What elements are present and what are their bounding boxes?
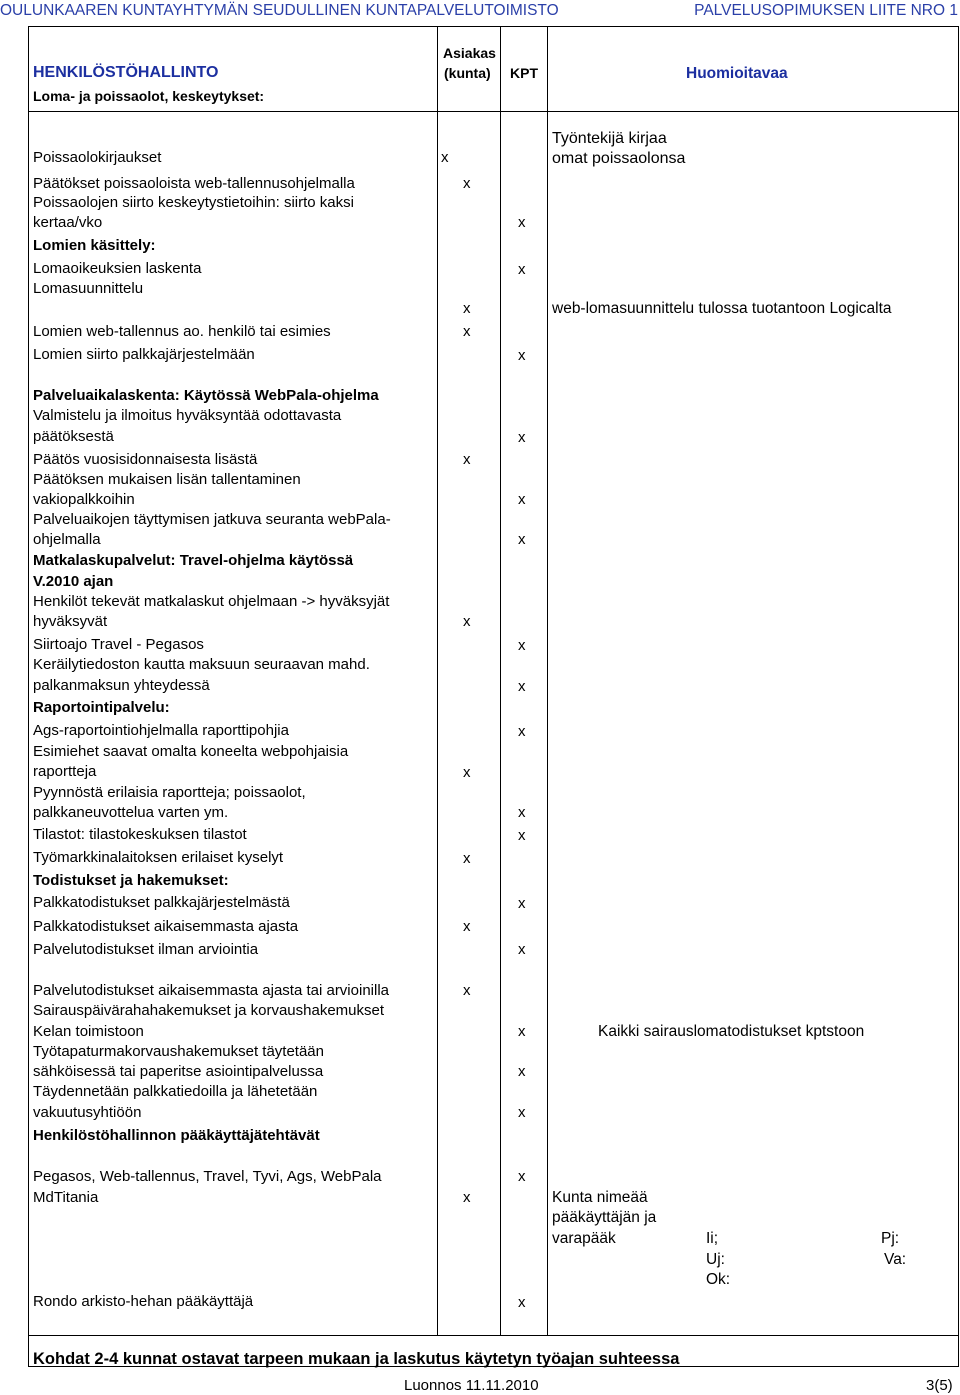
row-lomien-kasittely: Lomien käsittely: <box>33 237 156 254</box>
note-pj: Pj: <box>881 1230 900 1247</box>
mark-kpt: x <box>518 347 526 364</box>
row-palveluaikojen-seuranta: Palveluaikojen täyttymisen jatkuva seuranta webPala- <box>33 511 391 528</box>
row-palvelutodistukset-arviointi: Palvelutodistukset aikaisemmasta ajasta tai arvioinilla <box>33 982 390 999</box>
mark-kpt: x <box>518 827 526 844</box>
note-ii: Ii; <box>706 1230 719 1247</box>
row-matkalaskupalvelut: Matkalaskupalvelut: Travel-ohjelma käytössä <box>33 552 354 569</box>
note-sairauslomatodistukset: Kaikki sairauslomatodistukset kptstoon <box>598 1023 865 1040</box>
col-huomioitavaa: Huomioitavaa <box>686 65 788 82</box>
row-palkkatodistukset-aikaisempi: Palkkatodistukset aikaisemmasta ajasta <box>33 918 299 935</box>
mark-asiakas: x <box>463 918 471 935</box>
frame-right <box>958 26 959 1366</box>
header-left: OULUNKAAREN KUNTAYHTYMÄN SEUDULLINEN KUNTAPALVELUTOIMISTO <box>0 2 559 19</box>
row-tyotapaturma: Työtapaturmakorvaushakemukset täytetään <box>33 1043 324 1060</box>
row-tyomarkkinalaitos: Työmarkkinalaitoksen erilaiset kyselyt <box>33 849 284 866</box>
row-poissaolojen-siirto: Poissaolojen siirto keskeytystietoihin: siirto kaksi <box>33 194 354 211</box>
mark-kpt: x <box>518 723 526 740</box>
row-pyynnosta-raportteja: Pyynnöstä erilaisia raportteja; poissaolot, <box>33 784 306 801</box>
col-kpt: KPT <box>510 65 538 81</box>
note-tyontekija-2: omat poissaolonsa <box>552 150 686 167</box>
row-siirtoajo-travel: Siirtoajo Travel - Pegasos <box>33 636 204 653</box>
row-lomaoikeuksien-laskenta: Lomaoikeuksien laskenta <box>33 260 202 277</box>
row-lisan-tallentaminen-2: vakiopalkkoihin <box>33 491 135 508</box>
table-title: HENKILÖSTÖHALLINTO <box>33 64 219 81</box>
col-divider-1 <box>437 26 438 1336</box>
row-valmistelu: Valmistelu ja ilmoitus hyväksyntää odottavasta <box>33 407 342 424</box>
row-esimiehet-raportit-2: raportteja <box>33 763 97 780</box>
mark-kpt: x <box>518 895 526 912</box>
row-poissaolokirjaukset: Poissaolokirjaukset <box>33 149 162 166</box>
row-tyotapaturma-2: sähköisessä tai paperitse asiointipalvelussa <box>33 1063 324 1080</box>
row-tilastot: Tilastot: tilastokeskuksen tilastot <box>33 826 247 843</box>
note-va: Va: <box>884 1251 907 1268</box>
footer-page: 3(5) <box>926 1377 953 1394</box>
row-lomasuunnittelu: Lomasuunnittelu <box>33 280 144 297</box>
frame-top <box>28 26 959 27</box>
header-right: PALVELUSOPIMUKSEN LIITE NRO 1 <box>694 2 958 19</box>
footer-top-line <box>28 1335 959 1336</box>
row-lisan-tallentaminen: Päätöksen mukaisen lisän tallentaminen <box>33 471 301 488</box>
row-palveluaikojen-seuranta-2: ohjelmalla <box>33 531 101 548</box>
mark-asiakas: x <box>463 982 471 999</box>
row-palvelutodistukset: Palvelutodistukset ilman arviointia <box>33 941 259 958</box>
footer-draft: Luonnos 11.11.2010 <box>404 1377 539 1394</box>
mark-asiakas: x <box>463 300 471 317</box>
row-taydennetaan-2: vakuutusyhtiöön <box>33 1104 142 1121</box>
col-asiakas-sub: (kunta) <box>444 65 491 81</box>
mark-kpt: x <box>518 804 526 821</box>
section-loma: Loma- ja poissaolot, keskeytykset: <box>33 88 265 104</box>
row-taydennetaan: Täydennetään palkkatiedoilla ja lähetetään <box>33 1083 318 1100</box>
mark-kpt: x <box>518 491 526 508</box>
note-kunta-nimeaa-3: varapääk <box>552 1230 616 1247</box>
row-raportointipalvelu: Raportointipalvelu: <box>33 699 170 716</box>
mark-kpt: x <box>518 1168 526 1185</box>
row-pyynnosta-raportteja-2: palkkaneuvottelua varten ym. <box>33 804 229 821</box>
note-web-lomasuunnittelu: web-lomasuunnittelu tulossa tuotantoon Logicalta <box>552 300 892 317</box>
row-palkkatodistukset-jarjestelma: Palkkatodistukset palkkajärjestelmästä <box>33 894 290 911</box>
mark-kpt: x <box>518 1023 526 1040</box>
note-tyontekija-1: Työntekijä kirjaa <box>552 130 667 147</box>
mark-kpt: x <box>518 1294 526 1311</box>
col-asiakas: Asiakas <box>443 45 496 61</box>
row-todistukset: Todistukset ja hakemukset: <box>33 872 229 889</box>
mark-asiakas: x <box>463 764 471 781</box>
mark-asiakas: x <box>441 149 449 166</box>
row-matkalaskut-ohjelmaan-2: hyväksyvät <box>33 613 108 630</box>
mark-asiakas: x <box>463 175 471 192</box>
note-kunta-nimeaa-1: Kunta nimeää <box>552 1189 648 1206</box>
row-matkalaskut-ohjelmaan: Henkilöt tekevät matkalaskut ohjelmaan -> hyväksyjät <box>33 593 390 610</box>
note-ok: Ok: <box>706 1271 731 1288</box>
row-mdtitania: MdTitania <box>33 1189 99 1206</box>
mark-asiakas: x <box>463 323 471 340</box>
mark-asiakas: x <box>463 613 471 630</box>
row-lomien-web-tallennus: Lomien web-tallennus ao. henkilö tai esimies <box>33 323 331 340</box>
row-kerailytiedosto: Keräilytiedoston kautta maksuun seuraavan mahd. <box>33 656 370 673</box>
mark-asiakas: x <box>463 850 471 867</box>
row-valmistelu-2: päätöksestä <box>33 428 114 445</box>
row-esimiehet-raportit: Esimiehet saavat omalta koneelta webpohjaisia <box>33 743 349 760</box>
row-paatokset-poissaoloista: Päätökset poissaoloista web-tallennusohjelmalla <box>33 175 355 192</box>
row-paatos-vuosisidonnaisesta: Päätös vuosisidonnaisesta lisästä <box>33 451 258 468</box>
row-sairauspaivaraha-2: Kelan toimistoon <box>33 1023 144 1040</box>
footer-note: Kohdat 2-4 kunnat ostavat tarpeen mukaan ja laskutus käytetyn työajan suhteessa <box>33 1350 680 1368</box>
note-uj: Uj: <box>706 1251 725 1268</box>
mark-asiakas: x <box>463 451 471 468</box>
row-palveluaikalaskenta: Palveluaikalaskenta: Käytössä WebPala-ohjelma <box>33 387 379 404</box>
mark-kpt: x <box>518 1104 526 1121</box>
mark-kpt: x <box>518 261 526 278</box>
row-ags-raportointi: Ags-raportointiohjelmalla raporttipohjia <box>33 722 289 739</box>
row-kerailytiedosto-2: palkanmaksun yhteydessä <box>33 677 210 694</box>
header-bottom-line <box>28 111 959 112</box>
row-paakayttajatehtavat: Henkilöstöhallinnon pääkäyttäjätehtävät <box>33 1127 320 1144</box>
mark-kpt: x <box>518 941 526 958</box>
row-matkalaskupalvelut-2: V.2010 ajan <box>33 573 114 590</box>
note-kunta-nimeaa-2: pääkäyttäjän ja <box>552 1209 657 1226</box>
row-poissaolojen-siirto-2: kertaa/vko <box>33 214 103 231</box>
col-divider-3 <box>547 26 548 1336</box>
row-sairauspaivaraha: Sairauspäivärahahakemukset ja korvaushakemukset <box>33 1002 385 1019</box>
mark-asiakas: x <box>463 1189 471 1206</box>
mark-kpt: x <box>518 531 526 548</box>
mark-kpt: x <box>518 678 526 695</box>
row-lomien-siirto: Lomien siirto palkkajärjestelmään <box>33 346 255 363</box>
frame-left <box>28 26 29 1366</box>
row-pegasos-paakayttaja: Pegasos, Web-tallennus, Travel, Tyvi, Ags, WebPala <box>33 1168 382 1185</box>
mark-kpt: x <box>518 429 526 446</box>
row-rondo-arkisto: Rondo arkisto-hehan pääkäyttäjä <box>33 1293 254 1310</box>
mark-kpt: x <box>518 637 526 654</box>
mark-kpt: x <box>518 214 526 231</box>
mark-kpt: x <box>518 1063 526 1080</box>
col-divider-2 <box>500 26 501 1336</box>
